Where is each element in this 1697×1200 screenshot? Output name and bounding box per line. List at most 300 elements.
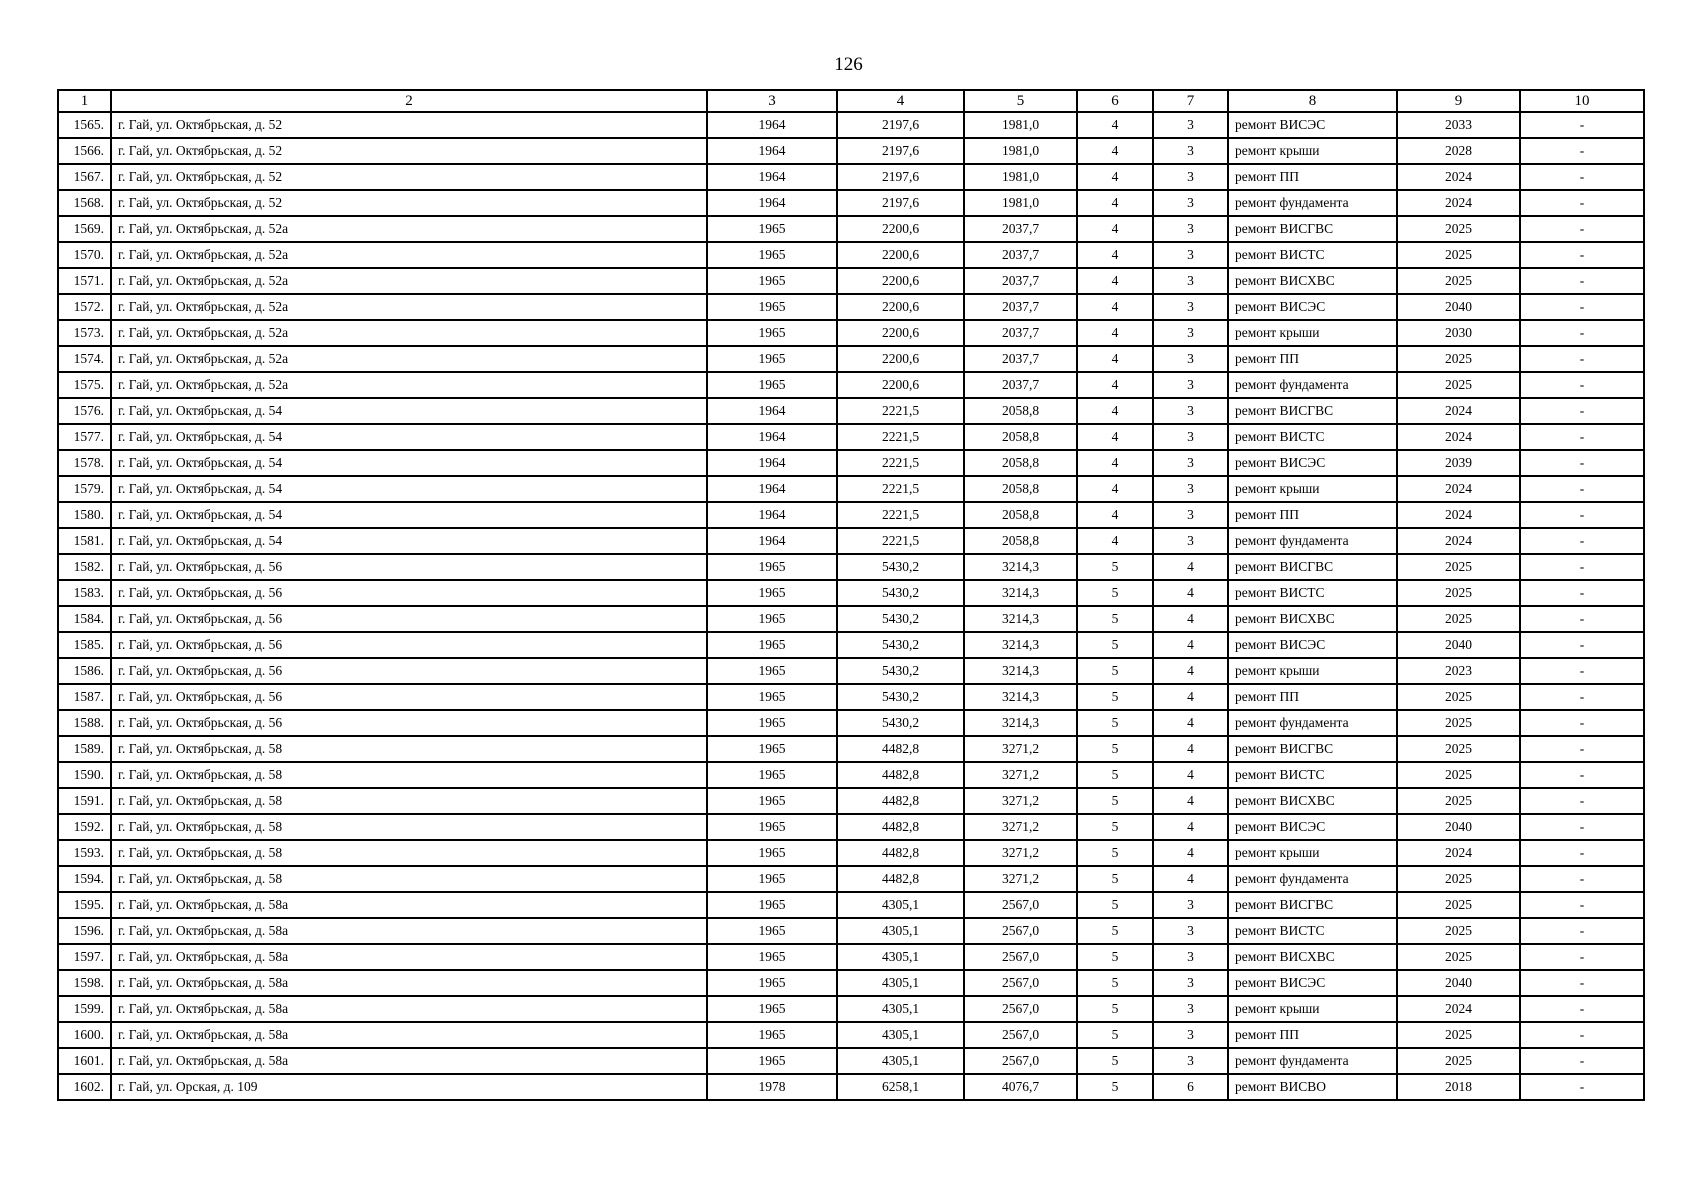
cell-note: -	[1520, 554, 1644, 580]
cell-work-type: ремонт ВИСГВС	[1228, 736, 1397, 762]
cell-total-area: 2200,6	[837, 216, 964, 242]
cell-total-area: 4482,8	[837, 814, 964, 840]
cell-floors: 5	[1077, 736, 1153, 762]
cell-year: 1965	[707, 294, 837, 320]
cell-year: 1965	[707, 918, 837, 944]
cell-row-number: 1573.	[58, 320, 111, 346]
cell-entrances: 4	[1153, 866, 1228, 892]
cell-floors: 4	[1077, 216, 1153, 242]
table-row	[58, 762, 1644, 788]
cell-address: г. Гай, ул. Октябрьская, д. 54	[111, 450, 707, 476]
table-row	[58, 736, 1644, 762]
cell-row-number: 1578.	[58, 450, 111, 476]
cell-planned-year: 2025	[1397, 1022, 1520, 1048]
cell-row-number: 1599.	[58, 996, 111, 1022]
cell-total-area: 4305,1	[837, 944, 964, 970]
cell-row-number: 1586.	[58, 658, 111, 684]
cell-living-area: 1981,0	[964, 138, 1077, 164]
cell-living-area: 2567,0	[964, 944, 1077, 970]
cell-planned-year: 2025	[1397, 268, 1520, 294]
cell-row-number: 1600.	[58, 1022, 111, 1048]
cell-row-number: 1601.	[58, 1048, 111, 1074]
cell-row-number: 1590.	[58, 762, 111, 788]
cell-address: г. Гай, ул. Октябрьская, д. 58а	[111, 944, 707, 970]
cell-year: 1964	[707, 528, 837, 554]
cell-total-area: 2221,5	[837, 528, 964, 554]
cell-living-area: 2058,8	[964, 424, 1077, 450]
table-row	[58, 450, 1644, 476]
cell-year: 1965	[707, 216, 837, 242]
cell-note: -	[1520, 788, 1644, 814]
cell-entrances: 3	[1153, 476, 1228, 502]
cell-year: 1965	[707, 372, 837, 398]
cell-address: г. Гай, ул. Октябрьская, д. 54	[111, 398, 707, 424]
cell-planned-year: 2033	[1397, 112, 1520, 138]
cell-floors: 5	[1077, 1074, 1153, 1100]
cell-floors: 5	[1077, 996, 1153, 1022]
cell-year: 1965	[707, 866, 837, 892]
cell-entrances: 4	[1153, 710, 1228, 736]
cell-living-area: 3214,3	[964, 554, 1077, 580]
cell-address: г. Гай, ул. Октябрьская, д. 52а	[111, 320, 707, 346]
table-row	[58, 632, 1644, 658]
cell-row-number: 1584.	[58, 606, 111, 632]
cell-address: г. Гай, ул. Октябрьская, д. 56	[111, 606, 707, 632]
cell-row-number: 1582.	[58, 554, 111, 580]
cell-total-area: 4305,1	[837, 970, 964, 996]
cell-row-number: 1571.	[58, 268, 111, 294]
cell-work-type: ремонт фундамента	[1228, 1048, 1397, 1074]
cell-floors: 5	[1077, 658, 1153, 684]
cell-address: г. Гай, ул. Октябрьская, д. 58	[111, 866, 707, 892]
cell-floors: 5	[1077, 788, 1153, 814]
cell-work-type: ремонт крыши	[1228, 476, 1397, 502]
cell-year: 1965	[707, 762, 837, 788]
cell-row-number: 1595.	[58, 892, 111, 918]
cell-floors: 5	[1077, 710, 1153, 736]
cell-work-type: ремонт ПП	[1228, 502, 1397, 528]
cell-planned-year: 2024	[1397, 164, 1520, 190]
cell-entrances: 3	[1153, 502, 1228, 528]
cell-planned-year: 2023	[1397, 658, 1520, 684]
cell-note: -	[1520, 138, 1644, 164]
cell-total-area: 5430,2	[837, 554, 964, 580]
cell-planned-year: 2024	[1397, 398, 1520, 424]
cell-floors: 4	[1077, 502, 1153, 528]
cell-address: г. Гай, ул. Октябрьская, д. 58а	[111, 996, 707, 1022]
table-row	[58, 216, 1644, 242]
cell-row-number: 1602.	[58, 1074, 111, 1100]
cell-address: г. Гай, ул. Октябрьская, д. 56	[111, 632, 707, 658]
cell-note: -	[1520, 372, 1644, 398]
cell-total-area: 4305,1	[837, 996, 964, 1022]
cell-living-area: 1981,0	[964, 190, 1077, 216]
cell-work-type: ремонт ВИСГВС	[1228, 554, 1397, 580]
column-header-5: 5	[964, 90, 1077, 112]
column-header-8: 8	[1228, 90, 1397, 112]
cell-year: 1965	[707, 242, 837, 268]
cell-work-type: ремонт ВИСЭС	[1228, 632, 1397, 658]
table-row	[58, 1074, 1644, 1100]
cell-planned-year: 2025	[1397, 736, 1520, 762]
cell-entrances: 4	[1153, 788, 1228, 814]
cell-row-number: 1570.	[58, 242, 111, 268]
cell-address: г. Гай, ул. Октябрьская, д. 58	[111, 762, 707, 788]
cell-entrances: 4	[1153, 554, 1228, 580]
cell-work-type: ремонт крыши	[1228, 840, 1397, 866]
cell-row-number: 1579.	[58, 476, 111, 502]
table-row	[58, 554, 1644, 580]
cell-year: 1965	[707, 320, 837, 346]
cell-total-area: 2200,6	[837, 268, 964, 294]
cell-work-type: ремонт ВИСГВС	[1228, 398, 1397, 424]
cell-floors: 4	[1077, 476, 1153, 502]
cell-planned-year: 2025	[1397, 944, 1520, 970]
cell-work-type: ремонт ВИСВО	[1228, 1074, 1397, 1100]
cell-note: -	[1520, 268, 1644, 294]
cell-total-area: 5430,2	[837, 710, 964, 736]
cell-floors: 4	[1077, 112, 1153, 138]
cell-note: -	[1520, 398, 1644, 424]
cell-floors: 4	[1077, 424, 1153, 450]
cell-year: 1965	[707, 736, 837, 762]
cell-planned-year: 2025	[1397, 762, 1520, 788]
cell-work-type: ремонт ВИСТС	[1228, 580, 1397, 606]
cell-row-number: 1597.	[58, 944, 111, 970]
cell-total-area: 4305,1	[837, 1048, 964, 1074]
cell-living-area: 2058,8	[964, 398, 1077, 424]
cell-work-type: ремонт ВИСХВС	[1228, 606, 1397, 632]
cell-living-area: 3214,3	[964, 684, 1077, 710]
cell-planned-year: 2025	[1397, 892, 1520, 918]
table-row	[58, 710, 1644, 736]
cell-address: г. Гай, ул. Октябрьская, д. 52а	[111, 242, 707, 268]
column-header-9: 9	[1397, 90, 1520, 112]
cell-living-area: 2058,8	[964, 502, 1077, 528]
cell-work-type: ремонт ПП	[1228, 684, 1397, 710]
cell-year: 1965	[707, 268, 837, 294]
cell-year: 1964	[707, 138, 837, 164]
cell-floors: 5	[1077, 840, 1153, 866]
cell-planned-year: 2025	[1397, 216, 1520, 242]
cell-total-area: 4305,1	[837, 1022, 964, 1048]
table-row	[58, 320, 1644, 346]
cell-floors: 5	[1077, 762, 1153, 788]
cell-row-number: 1574.	[58, 346, 111, 372]
cell-note: -	[1520, 450, 1644, 476]
cell-work-type: ремонт ВИСХВС	[1228, 944, 1397, 970]
cell-address: г. Гай, ул. Октябрьская, д. 54	[111, 502, 707, 528]
cell-total-area: 2200,6	[837, 346, 964, 372]
cell-floors: 4	[1077, 190, 1153, 216]
cell-planned-year: 2025	[1397, 606, 1520, 632]
cell-work-type: ремонт фундамента	[1228, 866, 1397, 892]
cell-note: -	[1520, 242, 1644, 268]
cell-work-type: ремонт ВИСГВС	[1228, 892, 1397, 918]
cell-total-area: 4482,8	[837, 866, 964, 892]
cell-entrances: 3	[1153, 424, 1228, 450]
cell-living-area: 2037,7	[964, 216, 1077, 242]
cell-floors: 5	[1077, 1048, 1153, 1074]
cell-planned-year: 2025	[1397, 580, 1520, 606]
cell-floors: 5	[1077, 606, 1153, 632]
cell-note: -	[1520, 476, 1644, 502]
cell-address: г. Гай, ул. Октябрьская, д. 58а	[111, 1048, 707, 1074]
table-row	[58, 372, 1644, 398]
cell-row-number: 1598.	[58, 970, 111, 996]
cell-floors: 5	[1077, 866, 1153, 892]
cell-work-type: ремонт фундамента	[1228, 528, 1397, 554]
cell-work-type: ремонт ВИСГВС	[1228, 216, 1397, 242]
cell-work-type: ремонт ВИСЭС	[1228, 970, 1397, 996]
cell-living-area: 2037,7	[964, 268, 1077, 294]
cell-entrances: 4	[1153, 814, 1228, 840]
cell-planned-year: 2025	[1397, 710, 1520, 736]
cell-floors: 4	[1077, 346, 1153, 372]
cell-living-area: 3271,2	[964, 762, 1077, 788]
cell-floors: 5	[1077, 1022, 1153, 1048]
cell-total-area: 2221,5	[837, 398, 964, 424]
cell-total-area: 4305,1	[837, 918, 964, 944]
column-header-1: 1	[58, 90, 111, 112]
cell-total-area: 5430,2	[837, 658, 964, 684]
cell-row-number: 1594.	[58, 866, 111, 892]
cell-planned-year: 2024	[1397, 840, 1520, 866]
cell-address: г. Гай, ул. Октябрьская, д. 52а	[111, 346, 707, 372]
cell-entrances: 3	[1153, 320, 1228, 346]
cell-address: г. Гай, ул. Октябрьская, д. 54	[111, 424, 707, 450]
cell-address: г. Гай, ул. Октябрьская, д. 52	[111, 138, 707, 164]
cell-total-area: 4482,8	[837, 788, 964, 814]
cell-note: -	[1520, 866, 1644, 892]
cell-year: 1964	[707, 476, 837, 502]
cell-planned-year: 2024	[1397, 996, 1520, 1022]
cell-entrances: 4	[1153, 736, 1228, 762]
cell-floors: 5	[1077, 918, 1153, 944]
cell-row-number: 1569.	[58, 216, 111, 242]
cell-row-number: 1577.	[58, 424, 111, 450]
table-row	[58, 788, 1644, 814]
cell-address: г. Гай, ул. Октябрьская, д. 58	[111, 814, 707, 840]
table-row	[58, 918, 1644, 944]
registry-table	[57, 89, 1645, 1101]
table-row	[58, 840, 1644, 866]
table-row	[58, 944, 1644, 970]
cell-note: -	[1520, 424, 1644, 450]
cell-address: г. Гай, ул. Октябрьская, д. 56	[111, 580, 707, 606]
cell-address: г. Гай, ул. Октябрьская, д. 58а	[111, 970, 707, 996]
cell-note: -	[1520, 918, 1644, 944]
table-row	[58, 476, 1644, 502]
cell-planned-year: 2025	[1397, 554, 1520, 580]
cell-row-number: 1593.	[58, 840, 111, 866]
cell-total-area: 2200,6	[837, 320, 964, 346]
cell-row-number: 1591.	[58, 788, 111, 814]
table-body	[58, 112, 1644, 1100]
cell-work-type: ремонт ПП	[1228, 1022, 1397, 1048]
cell-work-type: ремонт ПП	[1228, 346, 1397, 372]
table-row	[58, 346, 1644, 372]
cell-row-number: 1581.	[58, 528, 111, 554]
cell-planned-year: 2025	[1397, 242, 1520, 268]
cell-entrances: 3	[1153, 528, 1228, 554]
cell-floors: 5	[1077, 684, 1153, 710]
cell-living-area: 3271,2	[964, 866, 1077, 892]
cell-entrances: 3	[1153, 970, 1228, 996]
cell-year: 1965	[707, 814, 837, 840]
cell-year: 1965	[707, 788, 837, 814]
table-row	[58, 138, 1644, 164]
cell-entrances: 3	[1153, 450, 1228, 476]
table-row	[58, 190, 1644, 216]
cell-entrances: 3	[1153, 996, 1228, 1022]
cell-note: -	[1520, 996, 1644, 1022]
cell-floors: 5	[1077, 892, 1153, 918]
cell-work-type: ремонт ВИСТС	[1228, 424, 1397, 450]
cell-living-area: 4076,7	[964, 1074, 1077, 1100]
cell-floors: 5	[1077, 554, 1153, 580]
cell-note: -	[1520, 710, 1644, 736]
cell-living-area: 3271,2	[964, 814, 1077, 840]
column-header-2: 2	[111, 90, 707, 112]
cell-floors: 4	[1077, 242, 1153, 268]
cell-floors: 5	[1077, 632, 1153, 658]
cell-entrances: 3	[1153, 190, 1228, 216]
cell-note: -	[1520, 1022, 1644, 1048]
table-row	[58, 398, 1644, 424]
cell-living-area: 2037,7	[964, 320, 1077, 346]
cell-planned-year: 2025	[1397, 372, 1520, 398]
cell-note: -	[1520, 814, 1644, 840]
cell-year: 1965	[707, 892, 837, 918]
cell-row-number: 1588.	[58, 710, 111, 736]
cell-living-area: 2567,0	[964, 970, 1077, 996]
cell-total-area: 2221,5	[837, 424, 964, 450]
table-row	[58, 112, 1644, 138]
cell-address: г. Гай, ул. Октябрьская, д. 56	[111, 658, 707, 684]
cell-address: г. Гай, ул. Октябрьская, д. 56	[111, 684, 707, 710]
cell-entrances: 6	[1153, 1074, 1228, 1100]
cell-work-type: ремонт ВИСТС	[1228, 762, 1397, 788]
cell-living-area: 3271,2	[964, 736, 1077, 762]
cell-entrances: 3	[1153, 138, 1228, 164]
cell-year: 1964	[707, 502, 837, 528]
cell-planned-year: 2040	[1397, 970, 1520, 996]
table-row	[58, 424, 1644, 450]
cell-entrances: 3	[1153, 892, 1228, 918]
cell-living-area: 3214,3	[964, 580, 1077, 606]
column-header-7: 7	[1153, 90, 1228, 112]
cell-note: -	[1520, 216, 1644, 242]
cell-address: г. Гай, ул. Октябрьская, д. 56	[111, 554, 707, 580]
cell-entrances: 3	[1153, 294, 1228, 320]
cell-note: -	[1520, 164, 1644, 190]
cell-floors: 4	[1077, 528, 1153, 554]
table-row	[58, 164, 1644, 190]
cell-row-number: 1565.	[58, 112, 111, 138]
table-row	[58, 606, 1644, 632]
cell-note: -	[1520, 320, 1644, 346]
cell-planned-year: 2025	[1397, 684, 1520, 710]
cell-total-area: 2197,6	[837, 190, 964, 216]
cell-total-area: 5430,2	[837, 632, 964, 658]
cell-note: -	[1520, 112, 1644, 138]
cell-year: 1965	[707, 1048, 837, 1074]
table-row	[58, 242, 1644, 268]
cell-entrances: 4	[1153, 684, 1228, 710]
cell-work-type: ремонт ВИСТС	[1228, 918, 1397, 944]
cell-planned-year: 2024	[1397, 502, 1520, 528]
cell-year: 1965	[707, 632, 837, 658]
cell-year: 1965	[707, 684, 837, 710]
cell-note: -	[1520, 1048, 1644, 1074]
cell-address: г. Гай, ул. Октябрьская, д. 58а	[111, 892, 707, 918]
cell-living-area: 2567,0	[964, 996, 1077, 1022]
cell-note: -	[1520, 840, 1644, 866]
table-row	[58, 268, 1644, 294]
cell-work-type: ремонт крыши	[1228, 996, 1397, 1022]
cell-work-type: ремонт крыши	[1228, 320, 1397, 346]
cell-year: 1965	[707, 970, 837, 996]
cell-work-type: ремонт ВИСХВС	[1228, 788, 1397, 814]
cell-year: 1964	[707, 424, 837, 450]
cell-planned-year: 2018	[1397, 1074, 1520, 1100]
cell-living-area: 3214,3	[964, 632, 1077, 658]
cell-living-area: 2567,0	[964, 918, 1077, 944]
cell-total-area: 5430,2	[837, 606, 964, 632]
cell-row-number: 1575.	[58, 372, 111, 398]
cell-planned-year: 2030	[1397, 320, 1520, 346]
cell-total-area: 2200,6	[837, 294, 964, 320]
cell-work-type: ремонт ВИСЭС	[1228, 814, 1397, 840]
cell-entrances: 3	[1153, 918, 1228, 944]
cell-address: г. Гай, ул. Октябрьская, д. 58а	[111, 1022, 707, 1048]
cell-total-area: 2221,5	[837, 502, 964, 528]
cell-note: -	[1520, 684, 1644, 710]
cell-floors: 4	[1077, 372, 1153, 398]
cell-address: г. Гай, ул. Октябрьская, д. 58а	[111, 918, 707, 944]
table-row	[58, 892, 1644, 918]
cell-planned-year: 2040	[1397, 632, 1520, 658]
header-row	[58, 90, 1644, 112]
cell-entrances: 4	[1153, 762, 1228, 788]
cell-year: 1965	[707, 944, 837, 970]
cell-year: 1964	[707, 450, 837, 476]
cell-row-number: 1592.	[58, 814, 111, 840]
cell-note: -	[1520, 762, 1644, 788]
cell-work-type: ремонт крыши	[1228, 658, 1397, 684]
cell-entrances: 3	[1153, 268, 1228, 294]
cell-entrances: 4	[1153, 658, 1228, 684]
cell-planned-year: 2025	[1397, 918, 1520, 944]
cell-living-area: 2058,8	[964, 476, 1077, 502]
cell-work-type: ремонт ВИСЭС	[1228, 294, 1397, 320]
cell-planned-year: 2024	[1397, 190, 1520, 216]
cell-living-area: 3214,3	[964, 658, 1077, 684]
cell-total-area: 4482,8	[837, 736, 964, 762]
cell-planned-year: 2024	[1397, 528, 1520, 554]
cell-total-area: 2197,6	[837, 164, 964, 190]
cell-total-area: 4482,8	[837, 762, 964, 788]
table-row	[58, 866, 1644, 892]
cell-living-area: 2037,7	[964, 346, 1077, 372]
cell-floors: 4	[1077, 450, 1153, 476]
cell-address: г. Гай, ул. Октябрьская, д. 52а	[111, 372, 707, 398]
cell-row-number: 1589.	[58, 736, 111, 762]
table-row	[58, 684, 1644, 710]
cell-planned-year: 2040	[1397, 814, 1520, 840]
cell-note: -	[1520, 580, 1644, 606]
